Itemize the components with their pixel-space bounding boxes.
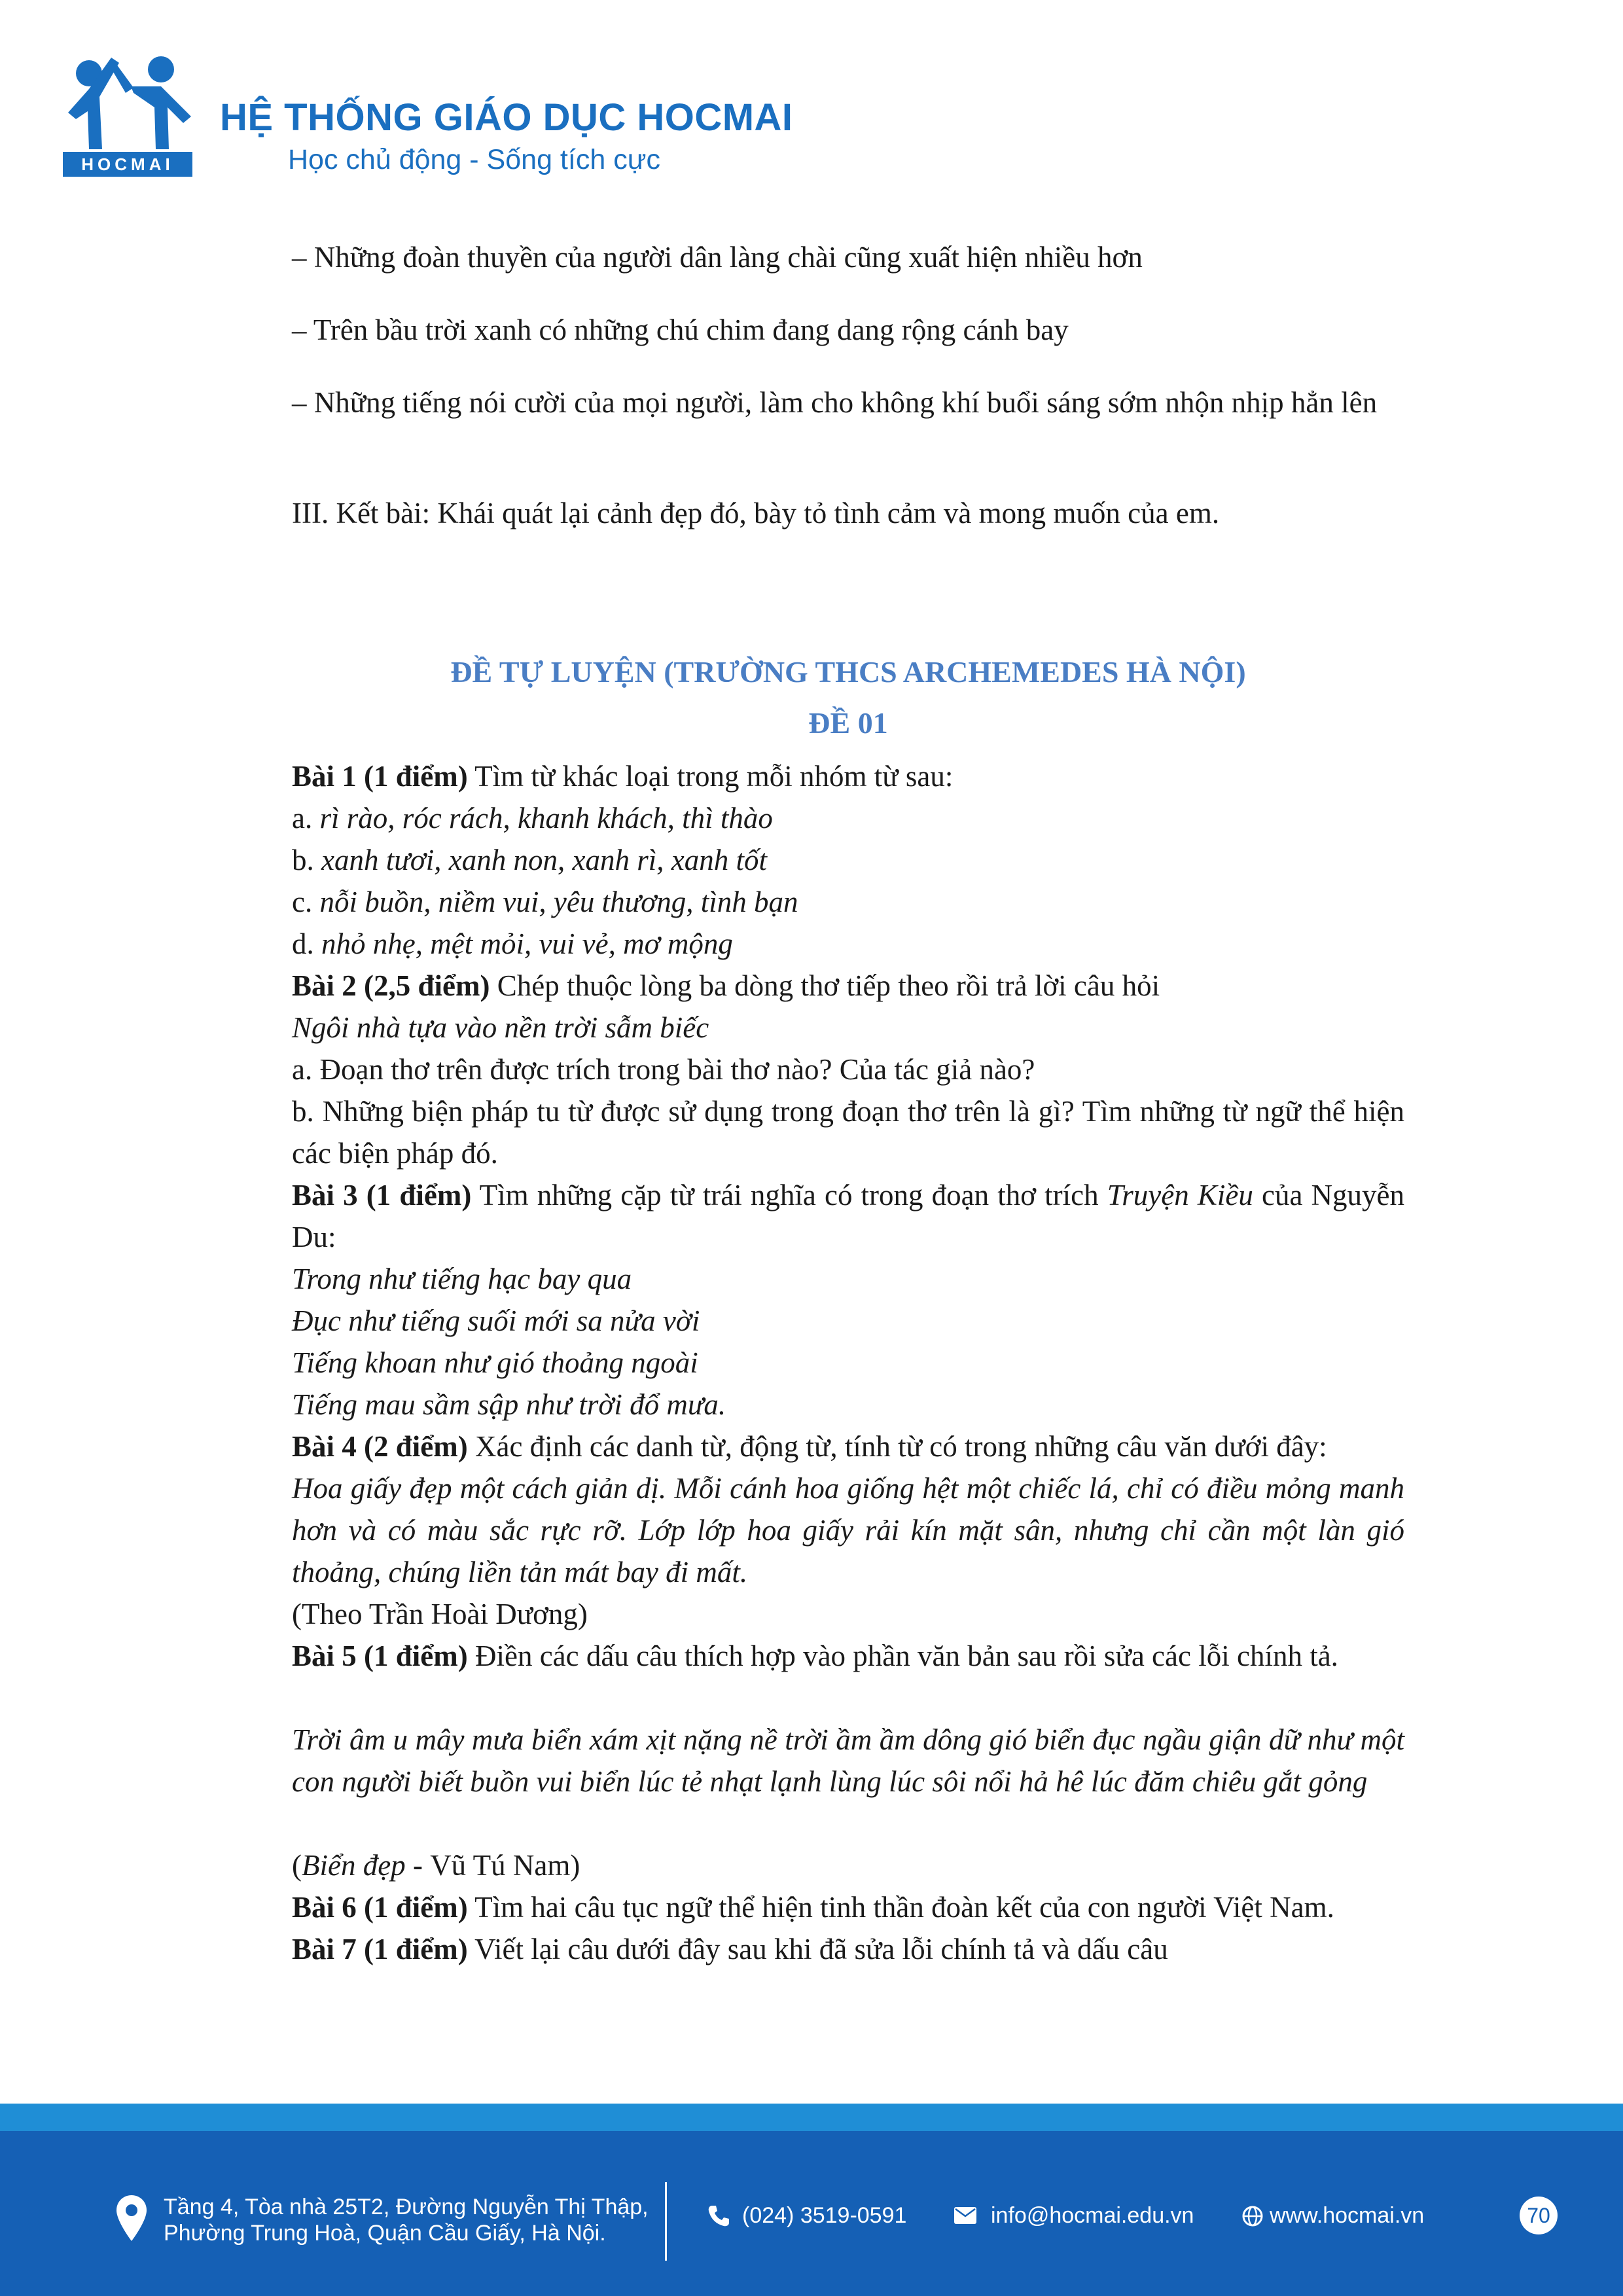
bai3-poem-line-4: Tiếng mau sầm sập như trời đổ mưa. <box>292 1388 726 1421</box>
outline-item-1: – Những đoàn thuyền của người dân làng chài cũng xuất hiện nhiều hơn <box>292 241 1143 274</box>
bai5-source: (Biển đẹp - Vũ Tú Nam) <box>292 1849 580 1882</box>
footer-website[interactable]: www.hocmai.vn <box>1270 2203 1425 2228</box>
bai5-prompt: Điền các dấu câu thích hợp vào phần văn bản sau rồi sửa các lỗi chính tả. <box>467 1640 1338 1672</box>
bai2-poem-line: Ngôi nhà tựa vào nền trời sẫm biếc <box>292 1011 709 1044</box>
footer-stripe <box>0 2104 1623 2131</box>
bai5-passage: Trời âm u mây mưa biển xám xịt nặng nề trời ầm ầm dông gió biển đục ngầu giận dữ như một con người biết buồn vui biển lúc tẻ nhạt lạnh lùng lúc sôi nổi hả hê lúc đăm chiêu gắt gỏng <box>292 1723 1404 1798</box>
location-pin-icon <box>116 2195 147 2241</box>
footer-address <box>164 2194 649 2246</box>
bai6-label: Bài 6 (1 điểm) <box>292 1891 468 1924</box>
bai1-item-a: a. rì rào, róc rách, khanh khách, thì thào <box>292 802 773 834</box>
outline-conclusion: III. Kết bài: Khái quát lại cảnh đẹp đó, bày tỏ tình cảm và mong muốn của em. <box>292 497 1220 529</box>
bai2-label: Bài 2 (2,5 điểm) <box>292 969 490 1002</box>
bai4-passage: Hoa giấy đẹp một cách giản dị. Mỗi cánh hoa giống hệt một chiếc lá, chỉ có điều mỏng manh hơn và có màu sắc rực rỡ. Lớp lớp hoa giấy rải kín mặt sân, nhưng chỉ cần một làn gió thoảng, chúng liền tản mát bay đi mất. <box>292 1472 1404 1588</box>
bai3-poem-line-3: Tiếng khoan như gió thoảng ngoài <box>292 1346 698 1379</box>
bai5-label: Bài 5 (1 điểm) <box>292 1640 468 1672</box>
bai7-label: Bài 7 (1 điểm) <box>292 1933 468 1965</box>
footer-address-line-1: Tầng 4, Tòa nhà 25T2, Đường Nguyễn Thị Thập, <box>164 2195 649 2219</box>
bai3-label: Bài 3 (1 điểm) <box>292 1179 472 1211</box>
footer-phone[interactable]: (024) 3519-0591 <box>742 2203 907 2228</box>
logo-text: HOCMAI <box>81 154 174 174</box>
bai3-heading: Bài 3 (1 điểm) Tìm những cặp từ trái nghĩa có trong đoạn thơ trích Truyện Kiều của Nguyễn Du: <box>292 1179 1405 1253</box>
bai3-poem-line-1: Trong như tiếng hạc bay qua <box>292 1263 632 1295</box>
brand-title: HỆ THỐNG GIÁO DỤC HOCMAI <box>220 96 793 139</box>
bai3-work-title: Truyện Kiều <box>1107 1179 1253 1211</box>
bai3-poem-line-2: Đục như tiếng suối mới sa nửa vời <box>292 1304 700 1337</box>
bai7-prompt: Viết lại câu dưới đây sau khi đã sửa lỗi chính tả và dấu câu <box>467 1933 1168 1965</box>
bai1-heading <box>292 755 1404 797</box>
bai1-item-d: d. nhỏ nhẹ, mệt mỏi, vui vẻ, mơ mộng <box>292 927 733 960</box>
bai2-question-a: a. Đoạn thơ trên được trích trong bài thơ nào? Của tác giả nào? <box>292 1053 1035 1086</box>
footer-divider <box>665 2182 667 2261</box>
page-header <box>63 51 979 182</box>
bai1-prompt: Tìm từ khác loại trong mỗi nhóm từ sau: <box>467 760 954 793</box>
exam-subtitle: ĐỀ 01 <box>808 706 888 740</box>
bai2-question-b: b. Những biện pháp tu từ được sử dụng trong đoạn thơ trên là gì? Tìm những từ ngữ thể hiện các biện pháp đó. <box>292 1095 1404 1170</box>
bai6-prompt: Tìm hai câu tục ngữ thể hiện tinh thần đoàn kết của con người Việt Nam. <box>467 1891 1334 1924</box>
bai4-prompt: Xác định các danh từ, động từ, tính từ có trong những câu văn dưới đây: <box>467 1430 1327 1463</box>
bai4-label: Bài 4 (2 điểm) <box>292 1430 468 1463</box>
outline-item-2: – Trên bầu trời xanh có những chú chim đang dang rộng cánh bay <box>292 314 1069 346</box>
bai2-heading <box>292 965 1404 1007</box>
email-icon <box>954 2207 976 2224</box>
phone-icon <box>707 2204 730 2228</box>
bai2-prompt: Chép thuộc lòng ba dòng thơ tiếp theo rồi trả lời câu hỏi <box>490 969 1160 1002</box>
bai7-heading <box>292 1928 1404 1970</box>
exam-title: ĐỀ TỰ LUYỆN (TRƯỜNG THCS ARCHEMEDES HÀ NỘI) <box>450 655 1246 689</box>
footer-email[interactable]: info@hocmai.edu.vn <box>991 2203 1194 2228</box>
globe-icon <box>1242 2206 1263 2227</box>
bai4-source: (Theo Trần Hoài Dương) <box>292 1598 588 1630</box>
bai1-item-b: b. xanh tươi, xanh non, xanh rì, xanh tốt <box>292 844 767 876</box>
brand-tagline: Học chủ động - Sống tích cực <box>288 144 660 175</box>
bai1-item-c: c. nỗi buồn, niềm vui, yêu thương, tình bạn <box>292 886 798 918</box>
footer-address-line-2: Phường Trung Hoà, Quận Cầu Giấy, Hà Nội. <box>164 2221 606 2246</box>
bai6-heading <box>292 1886 1404 1928</box>
outline-item-3: – Những tiếng nói cười của mọi người, làm cho không khí buổi sáng sớm nhộn nhịp hẳn lên <box>292 386 1378 419</box>
bai1-label: Bài 1 (1 điểm) <box>292 760 468 793</box>
bai5-heading <box>292 1635 1404 1677</box>
bai4-heading <box>292 1426 1404 1467</box>
page-footer <box>0 2131 1623 2296</box>
hocmai-logo <box>63 51 194 179</box>
page-number: 70 <box>1520 2197 1558 2234</box>
